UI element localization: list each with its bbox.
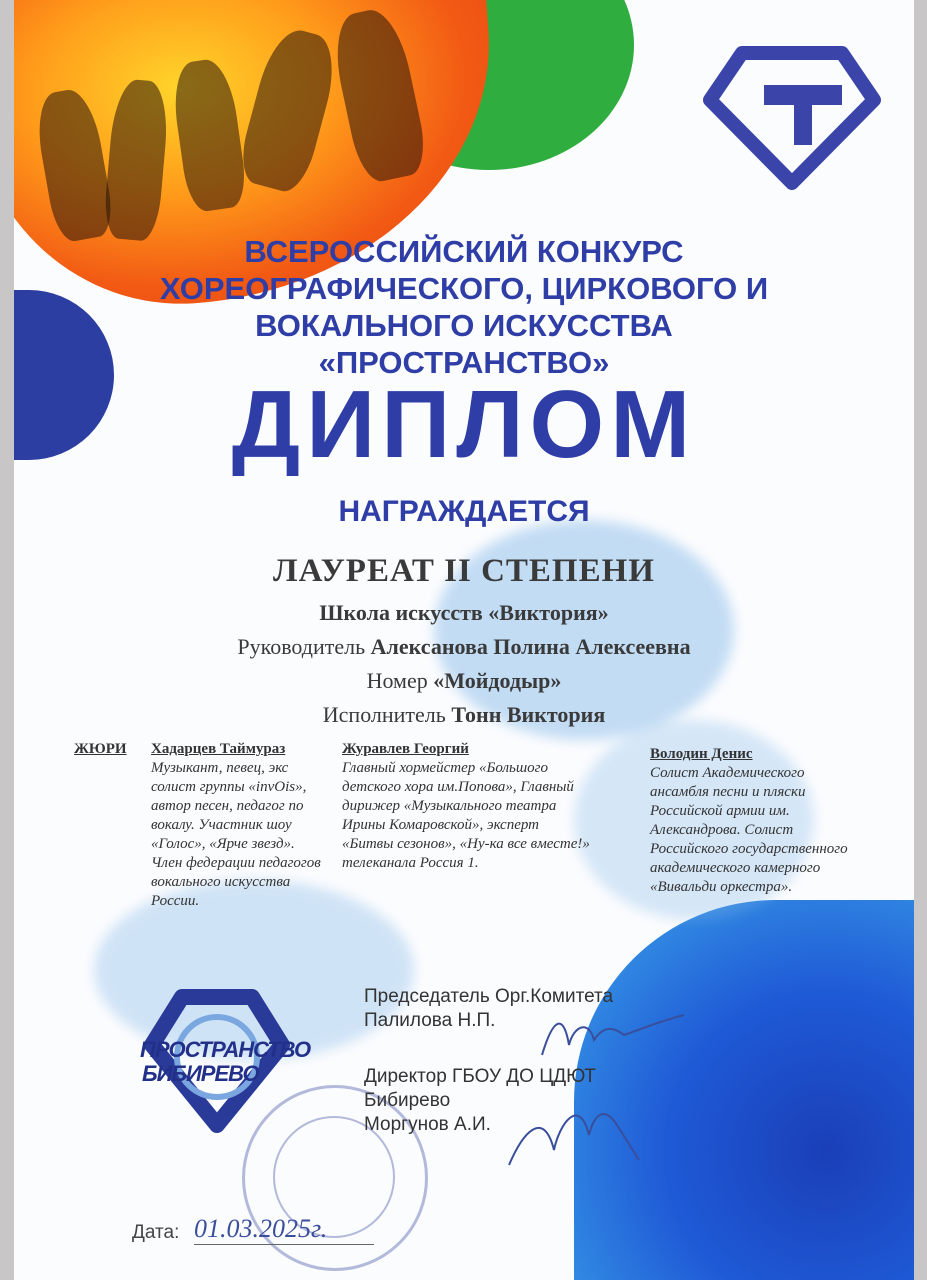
performer-value: Тонн Виктория: [451, 702, 606, 727]
leader-label: Руководитель: [237, 634, 366, 659]
leader-line: [14, 634, 914, 660]
chair-title: Председатель Орг.Комитета: [364, 986, 614, 1007]
number-value: «Мойдодыр»: [433, 668, 562, 693]
jury-member: [650, 745, 850, 897]
jury-label: ЖЮРИ: [74, 741, 127, 757]
number-line: [14, 668, 914, 694]
date-value: 01.03.2025г.: [194, 1214, 374, 1245]
performer-line: [14, 702, 914, 728]
number-label: Номер: [366, 668, 428, 693]
chair-signature-icon: [534, 1005, 694, 1065]
contest-title: [14, 233, 914, 381]
jury-member-name: Володин Денис: [650, 746, 753, 762]
diploma-page: [14, 0, 914, 1280]
jury-member-desc: Главный хормейстер «Большого детского хора им.Попова», Главный дирижер «Музыкального театра Ирины Комаровской», эксперт «Битвы сезонов», «Ну-ка все вместе!» телеканала Россия 1.: [342, 760, 590, 871]
contest-title-line: ХОРЕОГРАФИЧЕСКОГО, ЦИРКОВОГО И: [159, 271, 769, 306]
diploma-title: ДИПЛОМ: [231, 371, 697, 478]
leader-value: Алексанова Полина Алексеевна: [370, 634, 691, 659]
director-title: Директор ГБОУ ДО ЦДЮТ: [364, 1066, 596, 1087]
director-place: Бибирево: [364, 1090, 451, 1111]
award-title: ЛАУРЕАТ II СТЕПЕНИ: [273, 553, 655, 589]
awarded-label: НАГРАЖДАЕТСЯ: [338, 495, 590, 528]
contest-title-line: ВОКАЛЬНОГО ИСКУССТВА: [255, 308, 673, 343]
chair-name: Палилова Н.П.: [364, 1010, 496, 1031]
jury-member: [151, 740, 321, 911]
contest-title-line: «ПРОСТРАНСТВО»: [318, 345, 610, 380]
logo-text-line: БИБИРЕВО: [142, 1061, 259, 1086]
performer-label: Исполнитель: [322, 702, 446, 727]
director-name: Моргунов А.И.: [364, 1114, 491, 1135]
shield-logo-icon: [702, 45, 882, 190]
date-label: Дата:: [132, 1222, 180, 1243]
jury-member-name: Хадарцев Таймураз: [151, 741, 286, 757]
logo-text-line: ПРОСТРАНСТВО: [140, 1037, 311, 1062]
school-name: Школа искусств «Виктория»: [319, 600, 609, 625]
jury-member: [342, 740, 592, 873]
jury-member-desc: Музыкант, певец, экс солист группы «invOis», автор песен, педагог по вокалу. Участник шоу «Голос», «Ярче звезд». Член федерации педагогов вокального искусства России.: [151, 760, 321, 909]
jury-member-name: Журавлев Георгий: [342, 741, 469, 757]
director-signature-icon: [499, 1090, 649, 1175]
contest-title-line: ВСЕРОССИЙСКИЙ КОНКУРС: [244, 234, 684, 269]
jury-member-desc: Солист Академического ансамбля песни и пляски Российской армии им. Александрова. Солист Российского государственного академического камерного «Вивальди оркестра».: [650, 765, 848, 895]
